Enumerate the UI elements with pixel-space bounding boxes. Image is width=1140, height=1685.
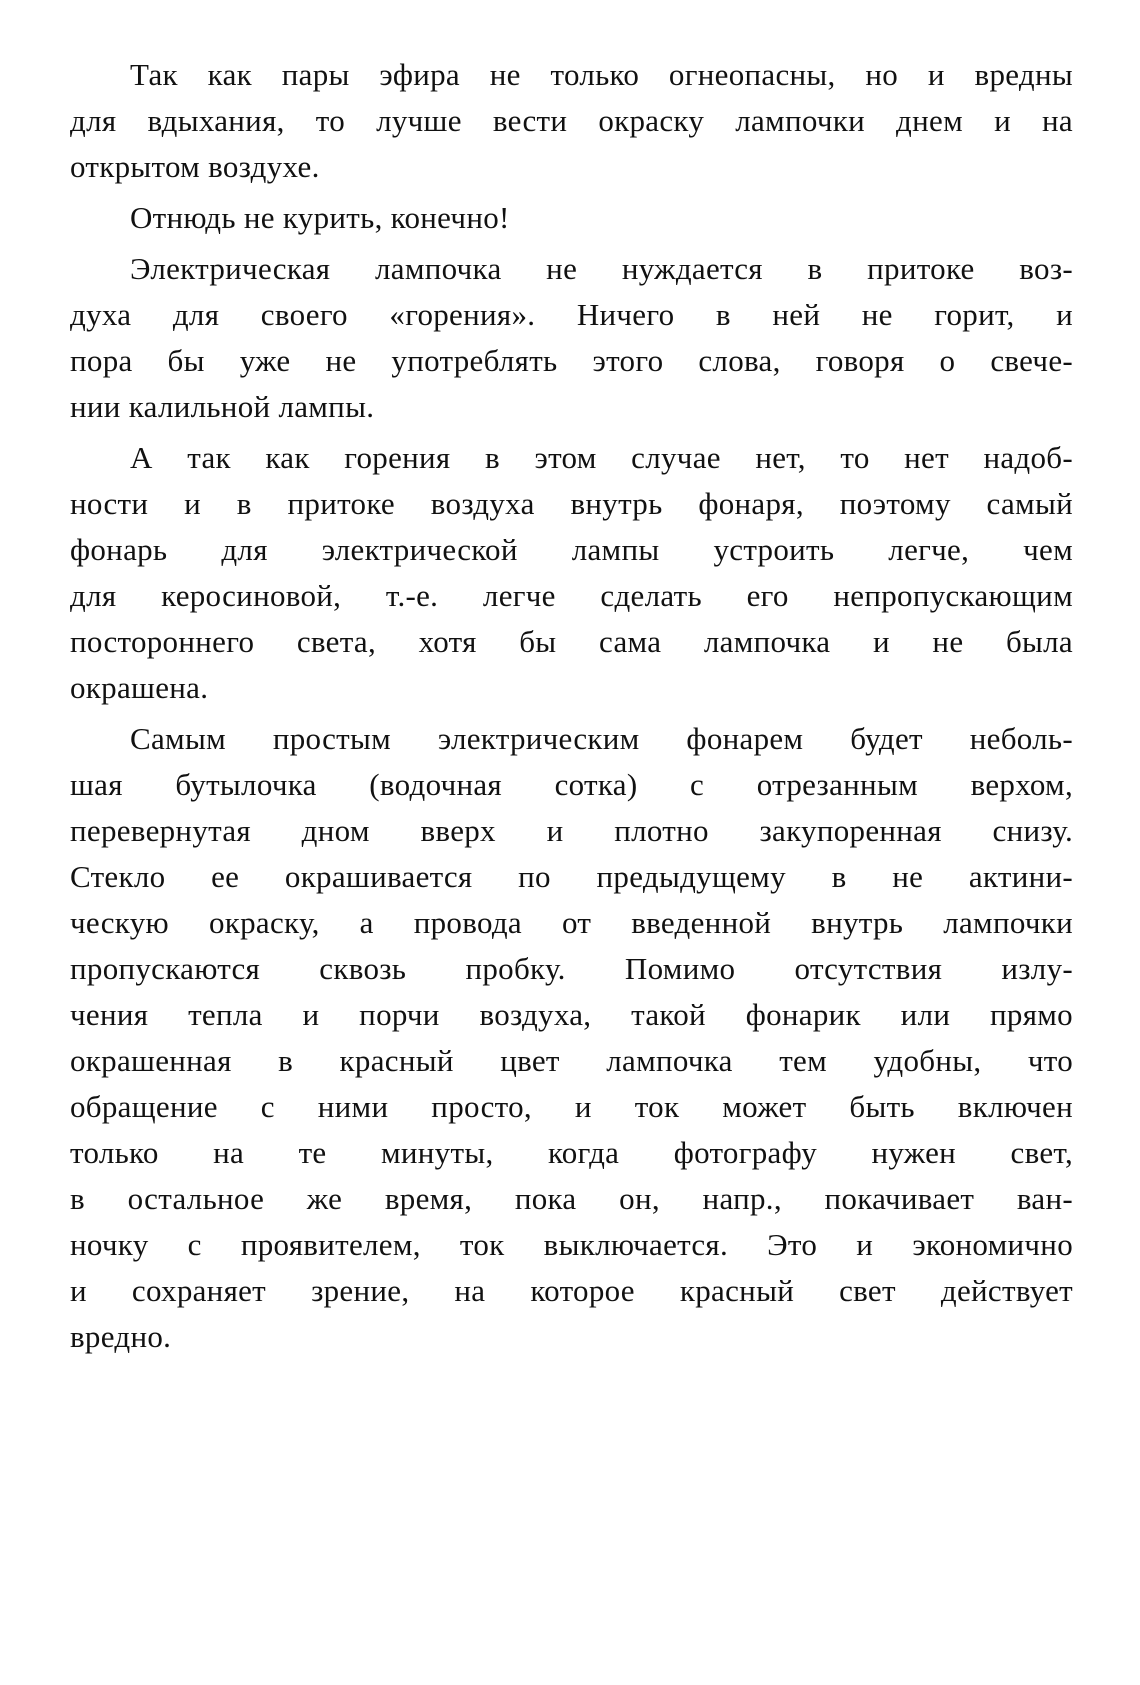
text-line: окрашенная в красный цвет лампочка тем удобны, что bbox=[70, 1043, 1073, 1078]
text-line: перевернутая дном вверх и плотно закупоренная снизу. bbox=[70, 813, 1073, 848]
text-line: ческую окраску, а провода от введенной внутрь лампочки bbox=[70, 905, 1073, 940]
text-line: вредно. bbox=[70, 1319, 172, 1354]
document-page bbox=[70, 52, 1073, 1352]
paragraph-2 bbox=[70, 195, 1073, 241]
text-line: и сохраняет зрение, на которое красный свет действует bbox=[70, 1273, 1073, 1308]
paragraph-1 bbox=[70, 52, 1073, 190]
text-line: для вдыхания, то лучше вести окраску лампочки днем и на bbox=[70, 103, 1073, 138]
text-line: Отнюдь не курить, конечно! bbox=[130, 200, 510, 235]
text-line: постороннего света, хотя бы сама лампочка и не была bbox=[70, 624, 1073, 659]
text-line: в остальное же время, пока он, напр., покачивает ван- bbox=[70, 1181, 1073, 1216]
text-line: шая бутылочка (водочная сотка) с отрезанным верхом, bbox=[70, 767, 1073, 802]
text-line: чения тепла и порчи воздуха, такой фонарик или прямо bbox=[70, 997, 1073, 1032]
text-line: открытом воздухе. bbox=[70, 149, 320, 184]
text-line: пора бы уже не употреблять этого слова, говоря о свече- bbox=[70, 343, 1073, 378]
paragraph-4 bbox=[70, 435, 1073, 711]
text-line: Так как пары эфира не только огнеопасны, но и вредны bbox=[130, 57, 1073, 92]
text-line: пропускаются сквозь пробку. Помимо отсутствия излу- bbox=[70, 951, 1073, 986]
text-line: фонарь для электрической лампы устроить легче, чем bbox=[70, 532, 1073, 567]
text-line: обращение с ними просто, и ток может быть включен bbox=[70, 1089, 1073, 1124]
text-line: для керосиновой, т.-е. легче сделать его непропускающим bbox=[70, 578, 1073, 613]
text-line: только на те минуты, когда фотографу нужен свет, bbox=[70, 1135, 1073, 1170]
paragraph-5 bbox=[70, 716, 1073, 1360]
text-line: Электрическая лампочка не нуждается в притоке воз- bbox=[130, 251, 1073, 286]
text-line: ности и в притоке воздуха внутрь фонаря, поэтому самый bbox=[70, 486, 1073, 521]
paragraph-3 bbox=[70, 246, 1073, 430]
text-line: духа для своего «горения». Ничего в ней не горит, и bbox=[70, 297, 1073, 332]
text-line: ночку с проявителем, ток выключается. Это и экономично bbox=[70, 1227, 1073, 1262]
text-line: А так как горения в этом случае нет, то нет надоб- bbox=[130, 440, 1073, 475]
text-line: Стекло ее окрашивается по предыдущему в не актини- bbox=[70, 859, 1073, 894]
text-line: нии калильной лампы. bbox=[70, 389, 375, 424]
text-line: окрашена. bbox=[70, 670, 209, 705]
text-line: Самым простым электрическим фонарем будет неболь- bbox=[130, 721, 1073, 756]
